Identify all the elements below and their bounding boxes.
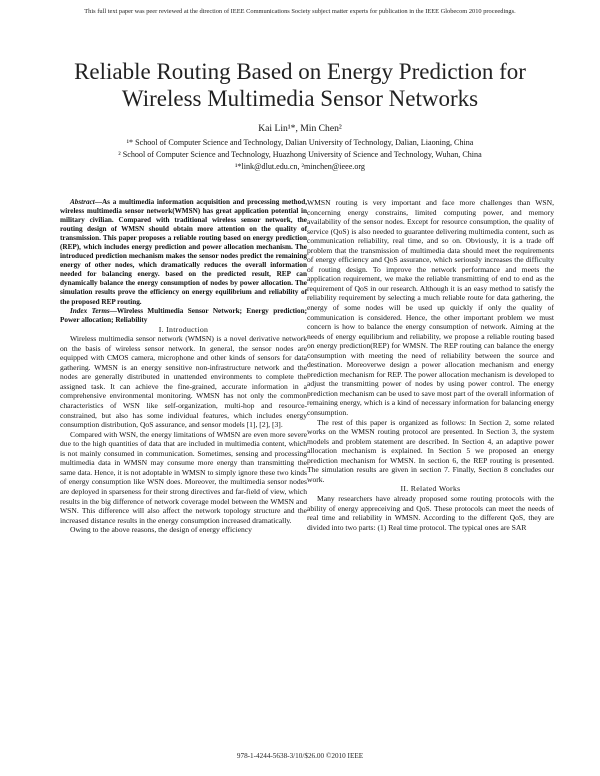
section-heading-related-works: II. Related Works <box>400 484 461 494</box>
paper-title <box>40 58 560 112</box>
section-heading-introduction: I. Introduction <box>158 324 209 334</box>
intro-paragraph-2: Compared with WSN, the energy limitations of WMSN are even more severe due to the high quantities of data that are included in multimedia content, which is not mainly consumed in communication. Sometimes, sensing and processing multimedia data in WMSN may consume more energy than transmitting the same data. Hence, it is not adoptable in WMSN to simply ignore these two kinds of energy consumption like WSN does. Moreover, the multimedia sensor nodes are deployed in sparseness for their strong directives and far-field of view, which results in the big difference of network coverage model between the WMSN and WSN. This difference will also affect the network topology structure and the increased distance results in the energy consumption increased dramatically. <box>60 429 307 525</box>
affiliation-2: ² School of Computer Science and Technology, Huazhong University of Science and Technology, Wuhan, China <box>118 150 482 159</box>
peer-review-note: This full text paper was peer reviewed at the direction of IEEE Communications Society subject matter experts for publication in the IEEE Globecom 2010 proceedings. <box>84 8 516 15</box>
right-column <box>307 198 554 532</box>
related-paragraph-1: Many researchers have already proposed some routing protocols with the ability of energy appreceiving and QoS. These protocols can meet the needs of real time and reliability in WMSN. According to the different QoS, they are divided into two parts: (1) Real time protocol. The typical ones are SAR <box>307 493 554 532</box>
index-terms-label: Index Terms <box>70 306 110 315</box>
title-line-1: Reliable Routing Based on Energy Prediction for <box>74 59 526 84</box>
intro-paragraph-4: WMSN routing is very important and face more challenges than WSN, concerning energy constrains, limited computing power, and memory availability of the sensor nodes. Except for resource consumption, the quality of service (QoS) is also needed to guarantee delivering multimedia content, such as communication reliability, real time, and so on. Obviously, it is a trade off problem that the transmission of multimedia data should meet the requirements of energy efficiency and QoS assurance, which seriously increases the difficulty of routing design. To improve the network performance and meets the application requirement, we make the reliable transmitting of end to end as the requirement of QoS in our research. Although it is an easy method to satisfy the reliability requirement by selecting a much reliable route for data gathering, the energy of some nodes will be used up quickly if only the quality of communication is considered. Hence, the other important problem we must concern is how to balance the energy consumption of network. Aiming at the needs of energy equilibrium and reliability, we propose a reliable routing based on energy prediction(REP) for WMSN. The REP routing can balance the energy consumption with meeting the need of reliability between the source and destination. Moreoverwe design a power allocation mechanism and energy prediction mechanism for REP. The power allocation mechanism is developed to adjust the transmitting power of nodes by using power control. The energy prediction mechanism can be used to save most part of the overall information of remaining energy, which is a kind of necessary information for balancing energy consumption. <box>307 198 554 418</box>
intro-paragraph-3: Owing to the above reasons, the design of energy efficiency <box>70 525 252 535</box>
abstract <box>60 198 307 325</box>
author-emails: ¹*link@dlut.edu.cn, ²minchen@ieee.org <box>235 162 365 171</box>
intro-paragraph-5: The rest of this paper is organized as follows: In Section 2, some related works on the WMSN routing protocol are presented. In Section 3, the system models and problem statement are described. In Section 4, an adaptive power allocation mechanism is explained. In Section 5 we proposed an energy prediction mechanism for WMSN. In section 6, the REP routing is presented. The simulation results are given in section 7. Finally, Section 8 concludes our work. <box>307 417 554 484</box>
index-terms-text: —Wireless Multimedia Sensor Network; Energy prediction; Power allocation; Reliability <box>60 306 308 324</box>
abstract-label: Abstract <box>70 198 95 206</box>
author-names: Kai Lin¹*, Min Chen² <box>258 123 342 134</box>
left-column <box>60 198 307 535</box>
title-line-2: Wireless Multimedia Sensor Networks <box>121 86 479 111</box>
affiliation-1: ¹* School of Computer Science and Technology, Dalian University of Technology, Dalian, Liaoning, China <box>126 138 474 147</box>
copyright-footer: 978-1-4244-5638-3/10/$26.00 ©2010 IEEE <box>236 752 364 760</box>
abstract-text: —As a multimedia information acquisition and processing method, wireless multimedia sensor network(WMSN) has great application potential in military civilian. Compared with traditional wireless sensor network, the routing design of WMSN should obtain more attention on the quality of transmission. This paper proposes a reliable routing based on energy prediction (REP), which includes energy prediction and power allocation mechanism. The introduced prediction mechanism makes the sensor nodes predict the remaining energy of other nodes, which dramatically reduces the overall information needed for balancing energy. based on the predicted result, REP can dynamically balance the energy consumption of nodes by power allocation. The simulation results prove the efficiency on energy equilibrium and reliability of the proposed REP routing. <box>60 198 307 306</box>
intro-paragraph-1: Wireless multimedia sensor network (WMSN) is a novel derivative network on the basis of wireless sensor network. In general, the sensor nodes are equipped with CMOS camera, microphone and other kinds of sensors for data gathering. WMSN is an energy sensitive non-infrastructure network and the nodes are generally distributed in unattended environments to complete the assigned task. It can achieve the fine-grained, accurate information in a comprehensive environmental monitoring. WMSN has not only the common characteristics of WSN like self-organization, multi-hop and resource-constrained, but also has some individual features, which includes energy consumption distribution, QoS assurance, and sensor models [1], [2], [3]. <box>60 334 307 430</box>
